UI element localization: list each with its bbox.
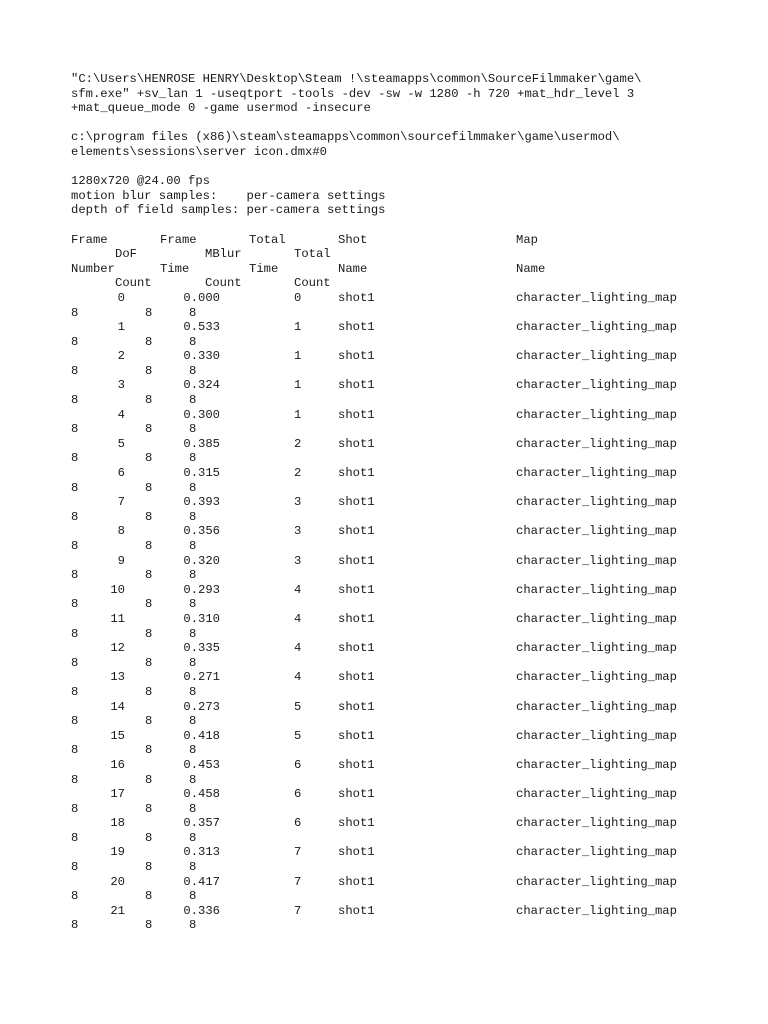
total-time-cell: 2 <box>294 466 302 481</box>
mblur-count-cell: 8 <box>145 539 153 553</box>
dof-count-cell: 8 <box>71 743 79 758</box>
table-row <box>71 466 711 495</box>
frame-number-cell: 11 <box>110 611 125 626</box>
shot-name-cell: shot1 <box>338 845 375 860</box>
mblur-count-cell: 8 <box>145 393 153 408</box>
shot-name-cell: shot1 <box>338 903 375 918</box>
total-time-cell: 6 <box>294 787 302 802</box>
shot-name-cell: shot1 <box>338 611 375 626</box>
total-time-cell: 1 <box>294 320 302 335</box>
header-shot-name: Shot <box>338 232 368 247</box>
total-count-cell: 8 <box>189 918 197 933</box>
frame-time-cell: 0.313 <box>183 845 220 860</box>
header-shot-name: Name <box>338 261 368 276</box>
total-count-cell: 8 <box>189 801 197 816</box>
map-name-cell: character_lighting_map <box>516 524 677 539</box>
table-row <box>71 437 711 466</box>
shot-name-cell: shot1 <box>338 641 375 656</box>
mblur-count-cell: 8 <box>145 655 153 670</box>
total-time-cell: 3 <box>294 553 302 568</box>
shot-name-cell: shot1 <box>338 436 375 451</box>
command-line-block <box>71 72 711 116</box>
frame-number-cell: 0 <box>117 290 125 305</box>
command-line-2: sfm.exe" +sv_lan 1 -useqtport -tools -dev -sw -w 1280 -h 720 +mat_hdr_level 3 <box>71 86 635 101</box>
table-row-counts <box>71 393 711 408</box>
header-row-4 <box>71 276 711 291</box>
shot-name-cell: shot1 <box>338 699 375 714</box>
table-row <box>71 845 711 874</box>
dof-count-cell: 8 <box>71 480 79 495</box>
map-name-cell: character_lighting_map <box>516 407 677 422</box>
mblur-count-cell: 8 <box>145 889 153 904</box>
map-name-cell: character_lighting_map <box>516 641 677 656</box>
mblur-count-cell: 8 <box>145 714 153 729</box>
shot-name-cell: shot1 <box>338 874 375 889</box>
shot-name-cell: shot1 <box>338 524 375 539</box>
total-time-cell: 4 <box>294 611 302 626</box>
mblur-count-cell: 8 <box>145 422 153 437</box>
total-count-cell: 8 <box>189 684 197 699</box>
table-row-counts <box>71 831 711 846</box>
header-total-count: Count <box>294 276 331 291</box>
table-row-main <box>71 641 711 656</box>
frame-number-cell: 21 <box>110 903 125 918</box>
header-frame-number: Frame <box>71 232 108 247</box>
total-time-cell: 4 <box>294 582 302 597</box>
total-time-cell: 5 <box>294 728 302 743</box>
table-row <box>71 787 711 816</box>
total-time-cell: 6 <box>294 757 302 772</box>
table-row-counts <box>71 481 711 496</box>
map-name-cell: character_lighting_map <box>516 466 677 481</box>
mblur-count-cell: 8 <box>145 860 153 875</box>
table-row-counts <box>71 539 711 554</box>
map-name-cell: character_lighting_map <box>516 553 677 568</box>
table-row-counts <box>71 510 711 525</box>
table-row-counts <box>71 714 711 729</box>
shot-name-cell: shot1 <box>338 553 375 568</box>
map-name-cell: character_lighting_map <box>516 436 677 451</box>
table-row-main <box>71 524 711 539</box>
total-time-cell: 1 <box>294 349 302 364</box>
mblur-count-cell: 8 <box>145 509 153 524</box>
mblur-count-cell: 8 <box>145 918 153 933</box>
total-time-cell: 4 <box>294 670 302 685</box>
map-name-cell: character_lighting_map <box>516 845 677 860</box>
map-name-cell: character_lighting_map <box>516 290 677 305</box>
table-row <box>71 495 711 524</box>
frame-time-cell: 0.418 <box>183 728 220 743</box>
frame-time-cell: 0.271 <box>183 670 220 685</box>
shot-name-cell: shot1 <box>338 495 375 510</box>
map-name-cell: character_lighting_map <box>516 699 677 714</box>
spacer <box>71 218 711 233</box>
table-row-counts <box>71 685 711 700</box>
mblur-count-cell: 8 <box>145 772 153 787</box>
table-row-counts <box>71 743 711 758</box>
frame-time-cell: 0.324 <box>183 378 220 393</box>
frame-time-cell: 0.356 <box>183 524 220 539</box>
table-row <box>71 612 711 641</box>
table-row <box>71 524 711 553</box>
table-row-counts <box>71 422 711 437</box>
map-name-cell: character_lighting_map <box>516 874 677 889</box>
total-count-cell: 8 <box>189 480 197 495</box>
table-row-counts <box>71 451 711 466</box>
dof-count-cell: 8 <box>71 830 79 845</box>
table-row-main <box>71 495 711 510</box>
total-count-cell: 8 <box>189 889 197 904</box>
header-row-1 <box>71 233 711 248</box>
dof-count-cell: 8 <box>71 860 79 875</box>
table-row <box>71 729 711 758</box>
shot-name-cell: shot1 <box>338 670 375 685</box>
shot-name-cell: shot1 <box>338 320 375 335</box>
total-count-cell: 8 <box>189 334 197 349</box>
dof-count-cell: 8 <box>71 363 79 378</box>
total-count-cell: 8 <box>189 597 197 612</box>
total-count-cell: 8 <box>189 772 197 787</box>
frame-number-cell: 18 <box>110 816 125 831</box>
shot-name-cell: shot1 <box>338 378 375 393</box>
shot-name-cell: shot1 <box>338 582 375 597</box>
table-row-main <box>71 670 711 685</box>
frame-time-cell: 0.336 <box>183 903 220 918</box>
total-time-cell: 4 <box>294 641 302 656</box>
total-time-cell: 2 <box>294 436 302 451</box>
shot-name-cell: shot1 <box>338 290 375 305</box>
frame-number-cell: 16 <box>110 757 125 772</box>
command-line-3: +mat_queue_mode 0 -game usermod -insecure <box>71 101 371 116</box>
frame-number-cell: 13 <box>110 670 125 685</box>
frame-time-cell: 0.393 <box>183 495 220 510</box>
frame-time-cell: 0.320 <box>183 553 220 568</box>
mblur-count-cell: 8 <box>145 568 153 583</box>
total-count-cell: 8 <box>189 393 197 408</box>
mblur-count-cell: 8 <box>145 597 153 612</box>
total-time-cell: 1 <box>294 378 302 393</box>
table-row-main <box>71 583 711 598</box>
total-time-cell: 0 <box>294 290 302 305</box>
table-row-counts <box>71 656 711 671</box>
total-count-cell: 8 <box>189 568 197 583</box>
header-total-time: Total <box>249 232 286 247</box>
total-count-cell: 8 <box>189 451 197 466</box>
mblur-count-cell: 8 <box>145 830 153 845</box>
header-mblur-count: Count <box>205 276 242 291</box>
total-time-cell: 5 <box>294 699 302 714</box>
dof-count-cell: 8 <box>71 334 79 349</box>
table-row-main <box>71 349 711 364</box>
table-row-counts <box>71 860 711 875</box>
frame-time-cell: 0.335 <box>183 641 220 656</box>
table-row-main <box>71 875 711 890</box>
table-row <box>71 291 711 320</box>
frame-number-cell: 20 <box>110 874 125 889</box>
total-count-cell: 8 <box>189 539 197 553</box>
table-row-main <box>71 378 711 393</box>
dof-count-cell: 8 <box>71 918 79 933</box>
render-settings-block <box>71 174 711 218</box>
motion-blur-line: motion blur samples: per-camera settings <box>71 188 386 203</box>
mblur-count-cell: 8 <box>145 480 153 495</box>
frame-time-cell: 0.458 <box>183 787 220 802</box>
frame-time-cell: 0.000 <box>183 290 220 305</box>
frame-time-cell: 0.310 <box>183 611 220 626</box>
table-row <box>71 320 711 349</box>
dof-count-cell: 8 <box>71 714 79 729</box>
frame-time-cell: 0.357 <box>183 816 220 831</box>
table-row-main <box>71 554 711 569</box>
spacer <box>71 116 711 131</box>
frame-number-cell: 2 <box>117 349 125 364</box>
table-row-counts <box>71 335 711 350</box>
dof-count-cell: 8 <box>71 655 79 670</box>
total-time-cell: 7 <box>294 903 302 918</box>
table-row-counts <box>71 597 711 612</box>
total-count-cell: 8 <box>189 714 197 729</box>
header-dof-count: Count <box>115 276 152 291</box>
frame-time-cell: 0.533 <box>183 320 220 335</box>
table-row-counts <box>71 627 711 642</box>
table-row <box>71 816 711 845</box>
frame-number-cell: 7 <box>117 495 125 510</box>
table-row-main <box>71 437 711 452</box>
dof-count-cell: 8 <box>71 509 79 524</box>
resolution-line: 1280x720 @24.00 fps <box>71 174 210 189</box>
map-name-cell: character_lighting_map <box>516 378 677 393</box>
frame-time-cell: 0.273 <box>183 699 220 714</box>
total-count-cell: 8 <box>189 626 197 641</box>
table-row-counts <box>71 568 711 583</box>
mblur-count-cell: 8 <box>145 305 153 320</box>
dof-count-cell: 8 <box>71 626 79 641</box>
table-row-main <box>71 291 711 306</box>
table-row <box>71 904 711 933</box>
table-row <box>71 700 711 729</box>
map-name-cell: character_lighting_map <box>516 670 677 685</box>
render-log-document <box>71 72 711 933</box>
frame-number-cell: 3 <box>117 378 125 393</box>
table-row <box>71 408 711 437</box>
table-row-main <box>71 758 711 773</box>
shot-name-cell: shot1 <box>338 466 375 481</box>
dof-count-cell: 8 <box>71 889 79 904</box>
frame-time-cell: 0.453 <box>183 757 220 772</box>
total-time-cell: 7 <box>294 874 302 889</box>
table-row <box>71 641 711 670</box>
session-path-line-1: c:\program files (x86)\steam\steamapps\common\sourcefilmmaker\game\usermod\ <box>71 130 620 145</box>
map-name-cell: character_lighting_map <box>516 728 677 743</box>
table-row-main <box>71 816 711 831</box>
table-row-main <box>71 612 711 627</box>
total-count-cell: 8 <box>189 860 197 875</box>
table-row-main <box>71 408 711 423</box>
table-row-counts <box>71 773 711 788</box>
total-count-cell: 8 <box>189 305 197 320</box>
map-name-cell: character_lighting_map <box>516 816 677 831</box>
table-row-main <box>71 700 711 715</box>
table-row-counts <box>71 889 711 904</box>
frame-number-cell: 14 <box>110 699 125 714</box>
total-time-cell: 7 <box>294 845 302 860</box>
shot-name-cell: shot1 <box>338 757 375 772</box>
frame-time-cell: 0.330 <box>183 349 220 364</box>
shot-name-cell: shot1 <box>338 816 375 831</box>
table-row <box>71 670 711 699</box>
table-row <box>71 378 711 407</box>
frame-number-cell: 5 <box>117 436 125 451</box>
mblur-count-cell: 8 <box>145 626 153 641</box>
frame-time-cell: 0.315 <box>183 466 220 481</box>
total-count-cell: 8 <box>189 743 197 758</box>
dof-count-cell: 8 <box>71 539 79 553</box>
map-name-cell: character_lighting_map <box>516 495 677 510</box>
frame-time-cell: 0.385 <box>183 436 220 451</box>
table-row <box>71 349 711 378</box>
header-row-3 <box>71 262 711 277</box>
dof-count-cell: 8 <box>71 772 79 787</box>
mblur-count-cell: 8 <box>145 743 153 758</box>
total-count-cell: 8 <box>189 830 197 845</box>
frame-number-cell: 15 <box>110 728 125 743</box>
total-count-cell: 8 <box>189 363 197 378</box>
dof-count-cell: 8 <box>71 568 79 583</box>
spacer <box>71 160 711 175</box>
mblur-count-cell: 8 <box>145 363 153 378</box>
dof-count-cell: 8 <box>71 422 79 437</box>
dof-count-cell: 8 <box>71 597 79 612</box>
header-frame-time: Frame <box>160 232 197 247</box>
frame-number-cell: 6 <box>117 466 125 481</box>
total-count-cell: 8 <box>189 422 197 437</box>
table-row-counts <box>71 364 711 379</box>
total-time-cell: 1 <box>294 407 302 422</box>
table-row-counts <box>71 306 711 321</box>
dof-count-cell: 8 <box>71 451 79 466</box>
table-row-main <box>71 320 711 335</box>
header-row-2 <box>71 247 711 262</box>
shot-name-cell: shot1 <box>338 787 375 802</box>
frame-number-cell: 4 <box>117 407 125 422</box>
frame-time-cell: 0.293 <box>183 582 220 597</box>
table-row-main <box>71 466 711 481</box>
mblur-count-cell: 8 <box>145 801 153 816</box>
total-time-cell: 6 <box>294 816 302 831</box>
mblur-count-cell: 8 <box>145 684 153 699</box>
shot-name-cell: shot1 <box>338 728 375 743</box>
command-line-1: "C:\Users\HENROSE HENRY\Desktop\Steam !\steamapps\common\SourceFilmmaker\game\ <box>71 72 642 86</box>
header-mblur-count: MBlur <box>205 247 242 262</box>
frame-number-cell: 10 <box>110 582 125 597</box>
frame-number-cell: 8 <box>117 524 125 539</box>
table-row <box>71 875 711 904</box>
table-row-main <box>71 904 711 919</box>
table-row <box>71 583 711 612</box>
header-total-count: Total <box>294 247 331 262</box>
total-count-cell: 8 <box>189 655 197 670</box>
header-map-name: Map <box>516 232 538 247</box>
map-name-cell: character_lighting_map <box>516 757 677 772</box>
map-name-cell: character_lighting_map <box>516 787 677 802</box>
frame-number-cell: 1 <box>117 320 125 335</box>
total-time-cell: 3 <box>294 495 302 510</box>
shot-name-cell: shot1 <box>338 407 375 422</box>
table-row-main <box>71 729 711 744</box>
table-row-main <box>71 845 711 860</box>
dof-count-cell: 8 <box>71 305 79 320</box>
mblur-count-cell: 8 <box>145 451 153 466</box>
dof-count-cell: 8 <box>71 684 79 699</box>
frame-number-cell: 17 <box>110 787 125 802</box>
header-frame-time: Time <box>160 261 190 276</box>
session-path-line-2: elements\sessions\server icon.dmx#0 <box>71 144 327 159</box>
depth-of-field-line: depth of field samples: per-camera settings <box>71 203 386 218</box>
header-total-time: Time <box>249 261 279 276</box>
frame-time-cell: 0.300 <box>183 407 220 422</box>
table-row-counts <box>71 918 711 933</box>
table-row <box>71 758 711 787</box>
header-dof-count: DoF <box>115 247 137 262</box>
frame-time-cell: 0.417 <box>183 874 220 889</box>
map-name-cell: character_lighting_map <box>516 611 677 626</box>
table-body <box>71 291 711 933</box>
mblur-count-cell: 8 <box>145 334 153 349</box>
header-map-name: Name <box>516 261 546 276</box>
dof-count-cell: 8 <box>71 393 79 408</box>
table-row-main <box>71 787 711 802</box>
table-header <box>71 233 711 291</box>
total-time-cell: 3 <box>294 524 302 539</box>
map-name-cell: character_lighting_map <box>516 582 677 597</box>
frame-number-cell: 12 <box>110 641 125 656</box>
dof-count-cell: 8 <box>71 801 79 816</box>
frame-table <box>71 233 711 934</box>
session-path-block <box>71 130 711 159</box>
frame-number-cell: 19 <box>110 845 125 860</box>
shot-name-cell: shot1 <box>338 349 375 364</box>
map-name-cell: character_lighting_map <box>516 349 677 364</box>
total-count-cell: 8 <box>189 509 197 524</box>
frame-number-cell: 9 <box>117 553 125 568</box>
table-row <box>71 554 711 583</box>
table-row-counts <box>71 802 711 817</box>
header-frame-number: Number <box>71 261 115 276</box>
map-name-cell: character_lighting_map <box>516 320 677 335</box>
map-name-cell: character_lighting_map <box>516 903 677 918</box>
